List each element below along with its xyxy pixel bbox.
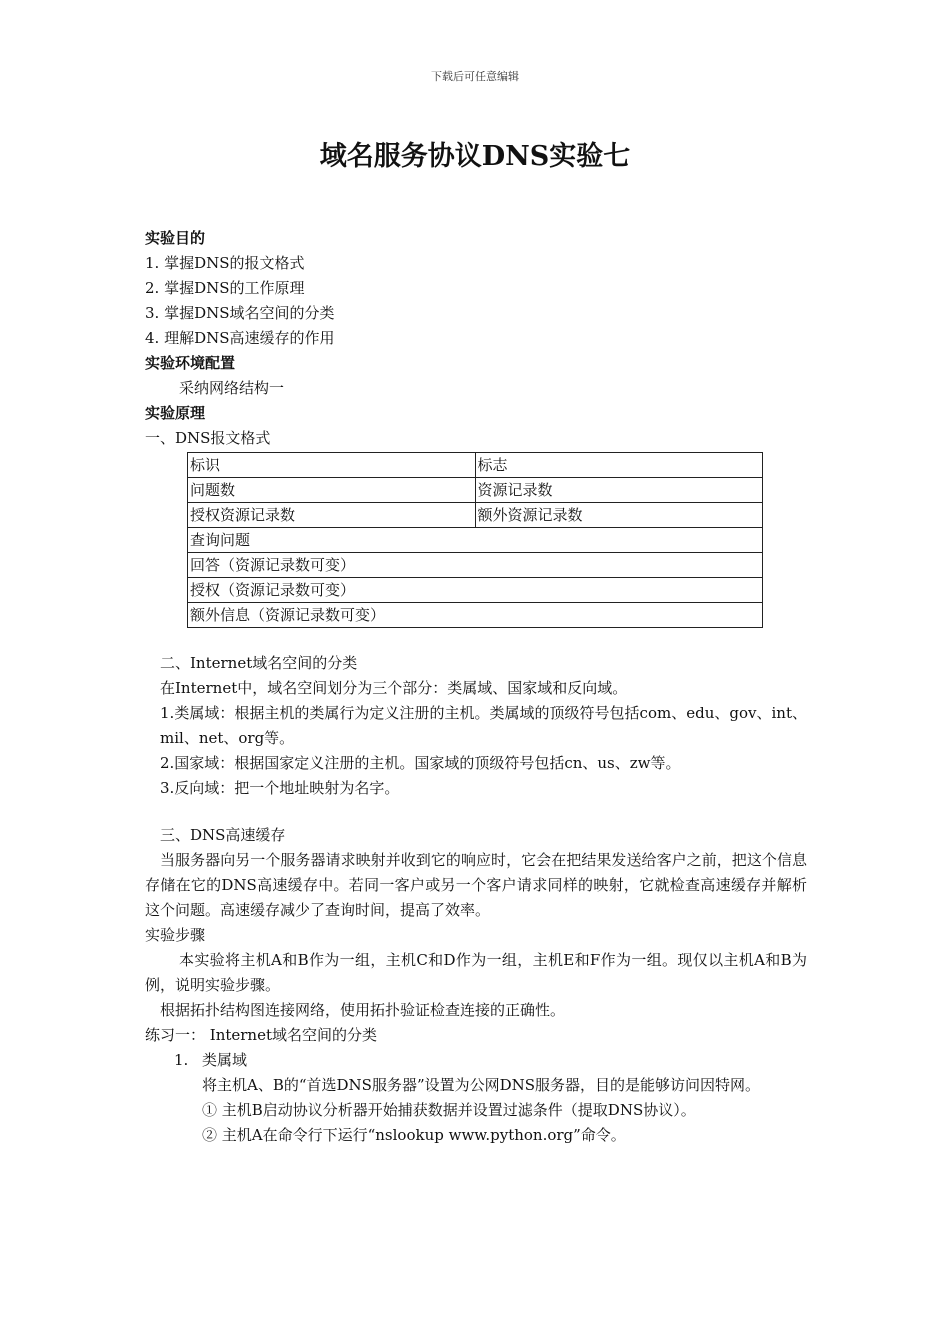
- purpose-item-1: 1. 掌握DNS的报文格式: [145, 254, 305, 272]
- table-cell: 回答（资源记录数可变）: [188, 553, 763, 578]
- generic-domain-text: 1.类属域：根据主机的类属行为定义注册的主机。类属域的顶级符号包括com、edu、gov、int、mil、net、org等。: [160, 704, 807, 747]
- reverse-domain-text: 3.反向域：把一个地址映射为名字。: [160, 779, 400, 797]
- table-cell: 问题数: [188, 478, 476, 503]
- document-title: 域名服务协议DNS实验七: [319, 141, 631, 172]
- table-row: [188, 603, 763, 628]
- step-nslookup: ② 主机A在命令行下运行“nslookup www.python.org”命令。: [202, 1126, 626, 1144]
- dns-cache-subheading: 三、DNS高速缓存: [160, 826, 286, 844]
- steps-heading: 实验步骤: [145, 926, 206, 944]
- domain-space-intro: 在Internet中，域名空间划分为三个部分：类属域、国家域和反向域。: [160, 679, 628, 697]
- document-body: [145, 226, 807, 1148]
- steps-topology: 根据拓扑结构图连接网络，使用拓扑验证检查连接的正确性。: [160, 1001, 566, 1019]
- purpose-heading: 实验目的: [145, 229, 206, 247]
- steps-intro: 本实验将主机A和B作为一组，主机C和D作为一组，主机E和F作为一组。现仅以主机A和B为例，说明实验步骤。: [145, 951, 807, 994]
- exercise-one-heading: 练习一： Internet域名空间的分类: [145, 1026, 377, 1044]
- purpose-item-4: 4. 理解DNS高速缓存的作用: [145, 329, 335, 347]
- table-row: [188, 553, 763, 578]
- table-cell: 额外信息（资源记录数可变）: [188, 603, 763, 628]
- header-note: 下载后可任意编辑: [431, 70, 519, 83]
- table-row: [188, 503, 763, 528]
- item-label: 类属域: [202, 1051, 248, 1069]
- purpose-item-3: 3. 掌握DNS域名空间的分类: [145, 304, 335, 322]
- item-number: 1.: [174, 1051, 189, 1069]
- env-heading: 实验环境配置: [145, 354, 236, 372]
- dns-format-subheading: 一、DNS报文格式: [145, 429, 271, 447]
- dns-cache-text: 当服务器向另一个服务器请求映射并收到它的响应时，它会在把结果发送给客户之前，把这个信息存储在它的DNS高速缓存中。若同一客户或另一个客户请求同样的映射，它就检查高速缓存并解析这个问题。高速缓存减少了查询时间，提高了效率。: [145, 851, 807, 919]
- table-cell: 查询问题: [188, 528, 763, 553]
- table-cell: 授权资源记录数: [188, 503, 476, 528]
- env-text: 采纳网络结构一: [179, 379, 285, 397]
- table-row: [188, 478, 763, 503]
- table-cell: 标志: [475, 453, 763, 478]
- country-domain-text: 2.国家域：根据国家定义注册的主机。国家域的顶级符号包括cn、us、zw等。: [160, 754, 681, 772]
- exercise-item-1: [145, 1048, 807, 1073]
- table-cell: 标识: [188, 453, 476, 478]
- table-cell: 额外资源记录数: [475, 503, 763, 528]
- table-row: [188, 578, 763, 603]
- table-cell: 资源记录数: [475, 478, 763, 503]
- table-cell: 授权（资源记录数可变）: [188, 578, 763, 603]
- table-row: [188, 528, 763, 553]
- domain-space-subheading: 二、Internet域名空间的分类: [160, 654, 358, 672]
- table-row: [188, 453, 763, 478]
- dns-server-setting-text: 将主机A、B的“首选DNS服务器”设置为公网DNS服务器，目的是能够访问因特网。: [202, 1076, 761, 1094]
- principle-heading: 实验原理: [145, 404, 206, 422]
- step-capture: ① 主机B启动协议分析器开始捕获数据并设置过滤条件（提取DNS协议）。: [202, 1101, 696, 1119]
- purpose-item-2: 2. 掌握DNS的工作原理: [145, 279, 305, 297]
- dns-message-format-table: [187, 452, 763, 628]
